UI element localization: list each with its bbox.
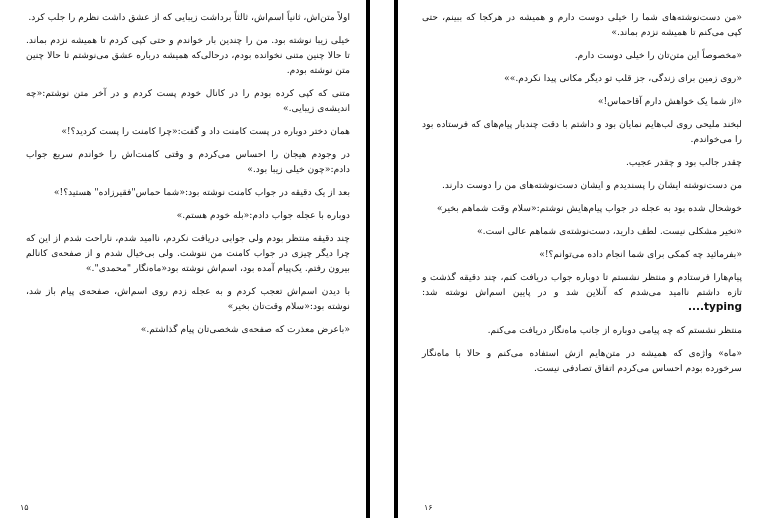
paragraph: بعد از یک دقیقه در جواب کامنت نوشته بود:«شما حماس"فقیرزاده" هستید؟!» (53, 187, 350, 198)
paragraph: «بفرمائید چه کمکی برای شما انجام داده می‌توانم؟!» (539, 249, 742, 260)
right-book-page (398, 0, 768, 518)
paragraph: خوشحال شده بود به عجله در جواب پیام‌هایش نوشتم:«سلام وقت شماهم بخیر» (436, 203, 742, 214)
left-page-text-column (26, 10, 350, 345)
paragraph-with-typing (422, 270, 742, 315)
paragraph: منتظر نشستم که چه پیامی دوباره از جانب ماه‌نگار دریافت می‌کنم. (487, 325, 742, 336)
paragraph: «باعرض معذرت که صفحه‌ی شخصی‌تان پیام گذاشتم.» (140, 324, 350, 335)
paragraph: لبخند ملیحی روی لب‌هایم نمایان بود و داشتم با دقت چندبار پیام‌های که فرستاده بود را می‌خواندم. (422, 119, 742, 145)
typing-indicator-text: typing.... (688, 301, 742, 313)
paragraph: «مخصوصاً این متن‌تان را خیلی دوست دارم. (574, 50, 742, 61)
paragraph: همان دختر دوباره در پست کامنت داد و گفت:«چرا کامنت را پست کردید؟!» (61, 126, 350, 137)
paragraph: چقدر جالب بود و چقدر عجیب. (625, 157, 742, 168)
paragraph: «نخیر مشکلی نیست. لطف دارید، دست‌نوشته‌ی شماهم عالی است.» (477, 226, 742, 237)
page-divider-bar (366, 0, 370, 518)
paragraph: «من دست‌نوشته‌های شما را خیلی دوست دارم و همیشه در هرکجا که ببینم، حتی کپی می‌کنم تا همیشه نزدم بماند.» (422, 12, 742, 38)
paragraph: در وجودم هیجان را احساس می‌کردم و وقتی کامنت‌اش را خواندم سریع جواب دادم:«چون خیلی زیبا بود.» (26, 149, 350, 175)
paragraph: با دیدن اسم‌اش تعجب کردم و به عجله زدم روی اسم‌اش، صفحه‌ی پیام باز شد، نوشته بود:«سلام وقت‌تان بخیر» (26, 286, 350, 312)
page-number: ۱۶ (424, 503, 433, 512)
right-page-text-column (422, 10, 742, 384)
paragraph: «روی زمین برای زندگی، جز قلب تو دیگر مکانی پیدا نکردم.»» (504, 73, 742, 84)
paragraph: «ماه» واژه‌ی که همیشه در متن‌هایم ازش استفاده می‌کنم و حالا با ماه‌نگار سرخورده بودم احساس می‌کردم اتفاق تصادفی نیست. (422, 348, 742, 374)
paragraph: «از شما یک خواهش دارم آقاحماس!» (597, 96, 742, 107)
paragraph: من دست‌نوشته ایشان را پسندیدم و ایشان دست‌نوشته‌های من را دوست دارند. (442, 180, 742, 191)
paragraph-text: پیام‌هارا فرستادم و منتظر نشستم تا دوباره جواب دریافت کنم، چند دقیقه گذشت و تازه داشتم ناامید می‌شدم که آنلاین شد و در پایین اسم‌اش نوشته شد: (422, 272, 742, 298)
page-number: ۱۵ (20, 503, 29, 512)
paragraph: دوباره با عجله جواب دادم:«بله خودم هستم.» (176, 210, 350, 221)
paragraph: اولاً متن‌اش، ثانیاً اسم‌اش، ثالثاً برداشت زیبایی که از عشق داشت نظرم را جلب کرد. (28, 12, 350, 23)
paragraph: چند دقیقه منتظر بودم ولی جوابی دریافت نکردم، ناامید شدم، ناراحت شدم از این که چرا دیگر چیزی در جواب کامنت من ننوشت. ولی بی‌خیال شدم و از صفحه‌ی کانالم بیرون رفتم. یک‌پیام آمده بود، اسم‌اش نوشته بود«ماه‌نگار "محمدی".» (26, 233, 350, 274)
left-book-page (0, 0, 366, 518)
paragraph: متنی که کپی کرده بودم را در کانال خودم پست کردم و در آخر متن نوشتم:«چه اندیشه‌ی زیبایی.» (26, 88, 350, 114)
paragraph: خیلی زیبا نوشته بود. من را چندین بار خواندم و حتی کپی کردم تا همیشه نزدم بماند. تا حالا چنین متنی نخوانده بودم، درحالی‌که همیشه درباره عشق می‌نوشتم تا حالا چنین متن نوشته بودم. (26, 35, 350, 76)
